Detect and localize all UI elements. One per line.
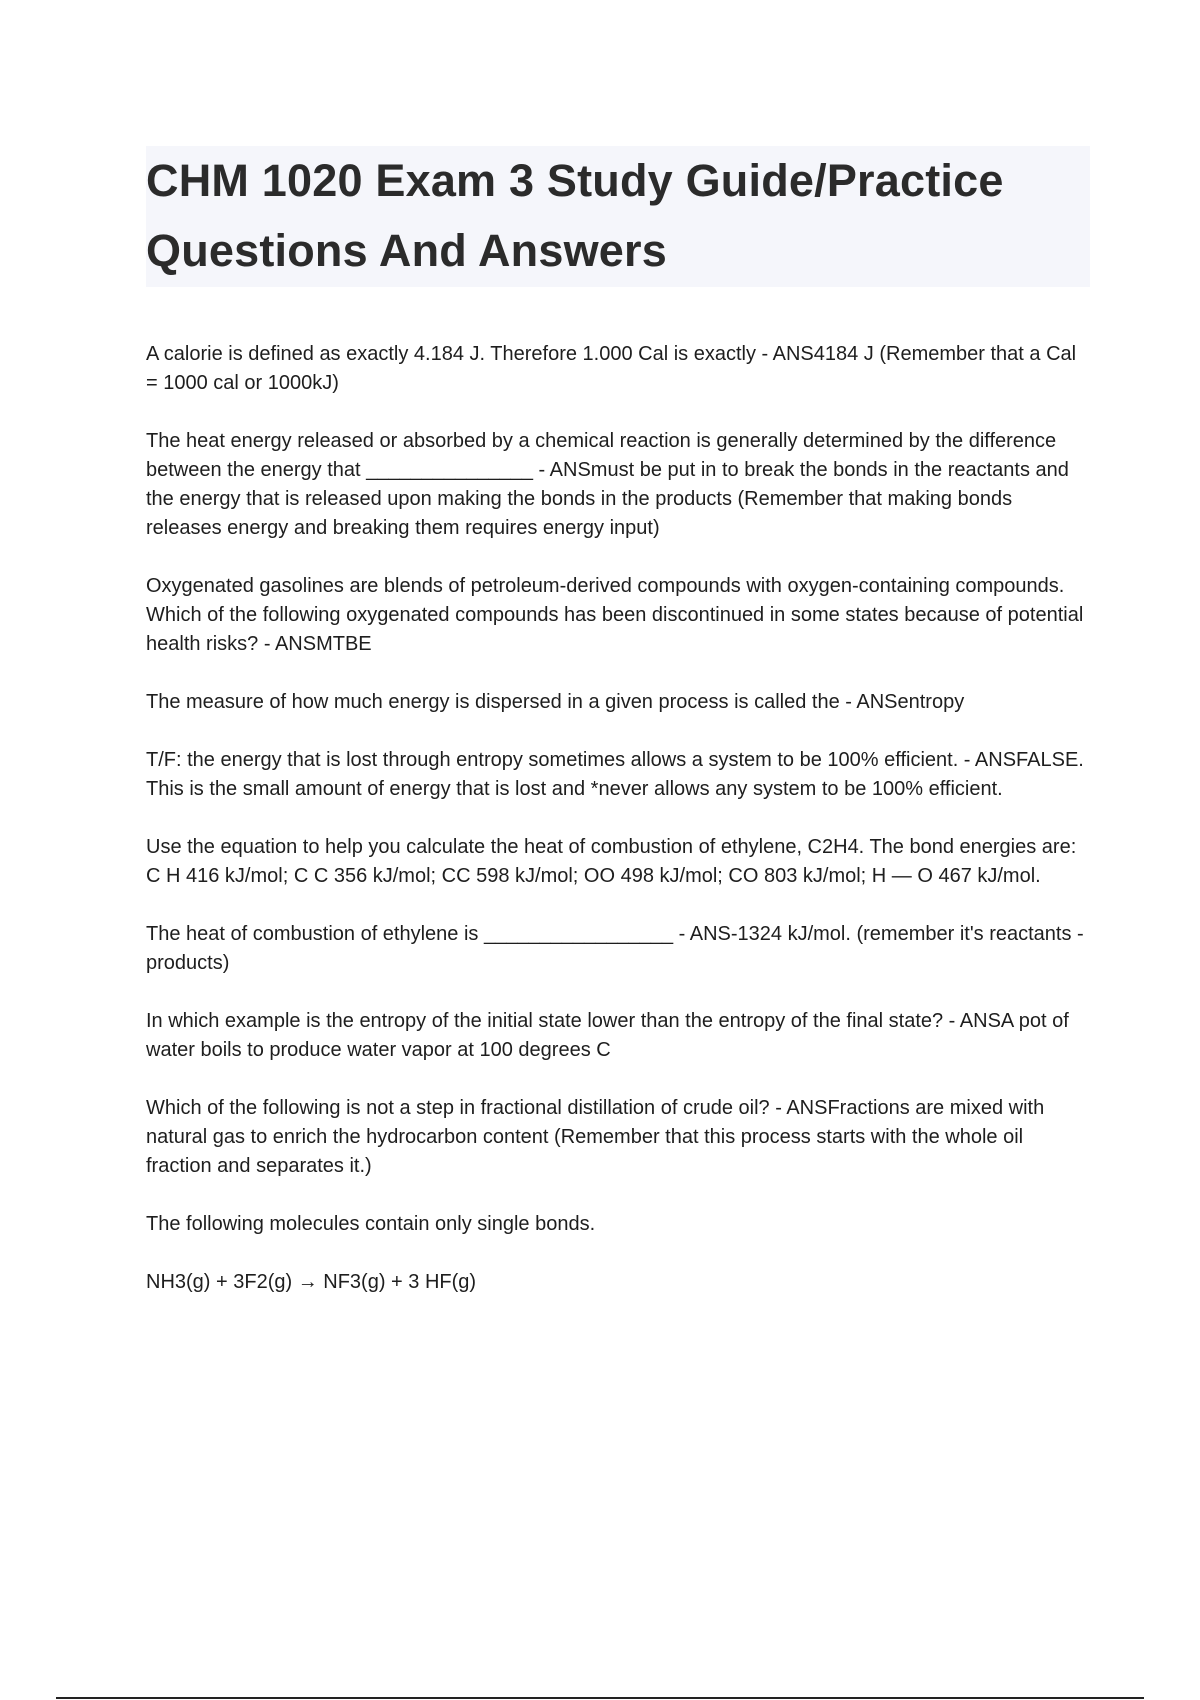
qa-item: The heat energy released or absorbed by a chemical reaction is generally determined by the difference between the energy that _______________ - ANSmust be put in to break the bonds in the reactants and the energy that is released upon making the bonds in the products (Remember that making bonds releases energy and breaking them requires energy input) — [146, 430, 1069, 539]
page-title: CHM 1020 Exam 3 Study Guide/Practice Questions And Answers — [146, 155, 1004, 276]
qa-item: Which of the following is not a step in fractional distillation of crude oil? - ANSFractions are mixed with natural gas to enrich the hydrocarbon content (Remember that this process starts with the whole oil fraction and separates it.) — [146, 1097, 1045, 1177]
qa-item: Use the equation to help you calculate the heat of combustion of ethylene, C2H4. The bond energies are: C H 416 kJ/mol; C C 356 kJ/mol; CC 598 kJ/mol; OO 498 kJ/mol; CO 803 kJ/mol; H — O 467 kJ/mol. — [146, 836, 1077, 887]
page-divider — [56, 1697, 1144, 1699]
qa-item: The measure of how much energy is dispersed in a given process is called the - ANSentropy — [146, 691, 965, 713]
qa-list — [146, 340, 1090, 1326]
qa-item: The following molecules contain only single bonds. — [146, 1213, 596, 1235]
qa-item: T/F: the energy that is lost through entropy sometimes allows a system to be 100% efficient. - ANSFALSE. This is the small amount of energy that is lost and *never allows any system to be 100% efficient. — [146, 749, 1084, 800]
title-block — [146, 146, 1090, 287]
equation-line: NH3(g) + 3F2(g) → NF3(g) + 3 HF(g) — [146, 1271, 477, 1293]
qa-item: In which example is the entropy of the initial state lower than the entropy of the final state? - ANSA pot of water boils to produce water vapor at 100 degrees C — [146, 1010, 1069, 1061]
qa-item: A calorie is defined as exactly 4.184 J. Therefore 1.000 Cal is exactly - ANS4184 J (Remember that a Cal = 1000 cal or 1000kJ) — [146, 343, 1077, 394]
qa-item: Oxygenated gasolines are blends of petroleum-derived compounds with oxygen-containing compounds. Which of the following oxygenated compounds has been discontinued in some states because of potential health risks? - ANSMTBE — [146, 575, 1084, 655]
qa-item: The heat of combustion of ethylene is _________________ - ANS-1324 kJ/mol. (remember it's reactants - products) — [146, 923, 1084, 974]
